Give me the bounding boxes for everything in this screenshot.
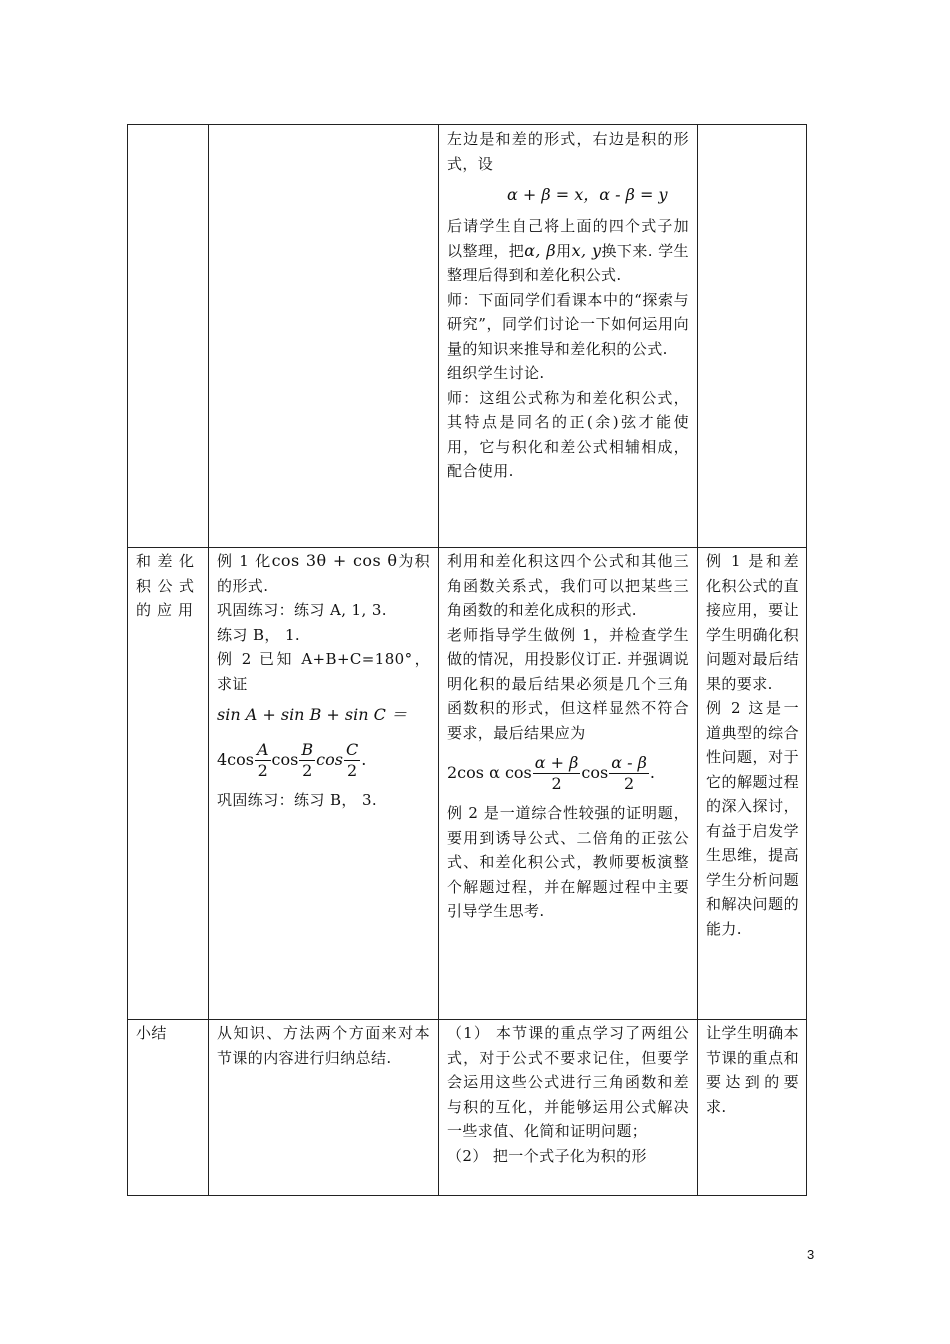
row2-intent-cell <box>698 549 807 941</box>
alpha-beta-formula: α, β <box>524 240 557 260</box>
cos: cos <box>581 763 609 782</box>
period: . <box>649 763 655 782</box>
result-coef: 2cos α cos <box>447 763 532 782</box>
cos: cos <box>271 750 299 769</box>
line: 例 2 已知 A+B+C=180°，求证 <box>217 650 430 693</box>
paragraph: 利用和差化积这四个公式和其他三角函数关系式，我们可以把某些三角函数的和差化成积的形式. <box>447 552 689 619</box>
paragraph: 例 1 是和差化积公式的直接应用，要让学生明确化积问题对最后结果的要求. <box>706 552 799 693</box>
lesson-plan-table <box>127 124 807 1196</box>
fraction: $\frac{C}{2}$ <box>345 740 359 780</box>
paragraph: 例 2 是一道综合性较强的证明题，要用到诱导公式、二倍角的正弦公式、和差化积公式，教师要板演整个解题过程，并在解题过程中主要引导学生思考. <box>447 804 689 920</box>
paragraph: 让学生明确本节课的重点和要达到的要求. <box>706 1024 799 1116</box>
row3-intent-cell <box>698 1021 807 1119</box>
cos: cos <box>316 750 343 769</box>
text: 例 1 化 <box>217 552 272 570</box>
fraction: $\frac{\alpha - \beta}{2}$ <box>611 753 647 793</box>
row3-activity-cell <box>439 1021 697 1168</box>
line: 练习 B， 1. <box>217 625 301 644</box>
paragraph: 从知识、方法两个方面来对本节课的内容进行归纳总结. <box>217 1024 430 1067</box>
page-number: 3 <box>807 1247 815 1262</box>
text: 换下来. 学生整理后得到和差化积公式. <box>447 241 689 284</box>
paragraph: 例 2 这是一道典型的综合性问题，对于它的解题过程的深入探讨，有益于启发学生思维，提高学生分析问题和解决问题的能力. <box>706 699 799 938</box>
paragraph: 师：这组公式称为和差化积公式，其特点是同名的正(余)弦才能使用，它与积化和差公式相辅相成，配合使用. <box>447 388 689 480</box>
paragraph: （2） 把一个式子化为积的形 <box>447 1146 647 1165</box>
row-divider <box>128 1019 806 1020</box>
text: 用 <box>556 241 572 260</box>
row2-content-cell <box>209 549 438 813</box>
text: 为积的形式. <box>217 552 430 595</box>
proof-lhs-formula: sin A + sin B + sin C ＝ <box>217 705 407 724</box>
substitution-formula: α + β = x，α - β = y <box>507 185 668 204</box>
example1-formula: cos 3θ + cos θ <box>271 551 398 570</box>
paragraph: （1） 本节课的重点学习了两组公式，对于公式不要求记住，但要学会运用这些公式进行三角函数和差与积的互化，并能够运用公式解决一些求值、化简和证明问题； <box>447 1024 689 1140</box>
xy-formula: x, y <box>571 240 602 260</box>
topic-label: 小结 <box>136 1024 167 1042</box>
period: . <box>361 750 367 769</box>
row2-topic-cell <box>128 549 208 623</box>
topic-label: 和差化积公式的应用 <box>136 552 200 619</box>
paragraph: 组织学生讨论. <box>447 364 545 382</box>
row2-activity-cell <box>439 549 697 924</box>
paragraph: 老师指导学生做例 1，并检查学生做的情况，用投影仪订正. 并强调说明化积的最后结果必须是几个三角函数积的形式，但这样显然不符合要求，最后结果应为 <box>447 625 689 742</box>
line: 巩固练习：练习 B， 3. <box>217 791 378 809</box>
row1-activity-cell <box>439 127 697 484</box>
row3-topic-cell <box>128 1021 208 1046</box>
row3-content-cell <box>209 1021 438 1070</box>
line: 巩固练习：练习 A, 1, 3. <box>217 601 387 619</box>
coef: 4cos <box>217 750 254 769</box>
fraction: $\frac{\alpha + \beta}{2}$ <box>534 753 579 793</box>
fraction: $\frac{B}{2}$ <box>301 740 314 780</box>
text: 后请学生自己将上面的四个式子加以整理，把 <box>447 217 689 260</box>
text: 左边是和差的形式，右边是积的形式，设 <box>447 130 689 173</box>
paragraph: 师：下面同学们看课本中的“探索与研究”，同学们讨论一下如何运用向量的知识来推导和差化积的公式. <box>447 290 689 358</box>
fraction: $\frac{A}{2}$ <box>256 740 269 780</box>
row-divider <box>128 547 806 548</box>
